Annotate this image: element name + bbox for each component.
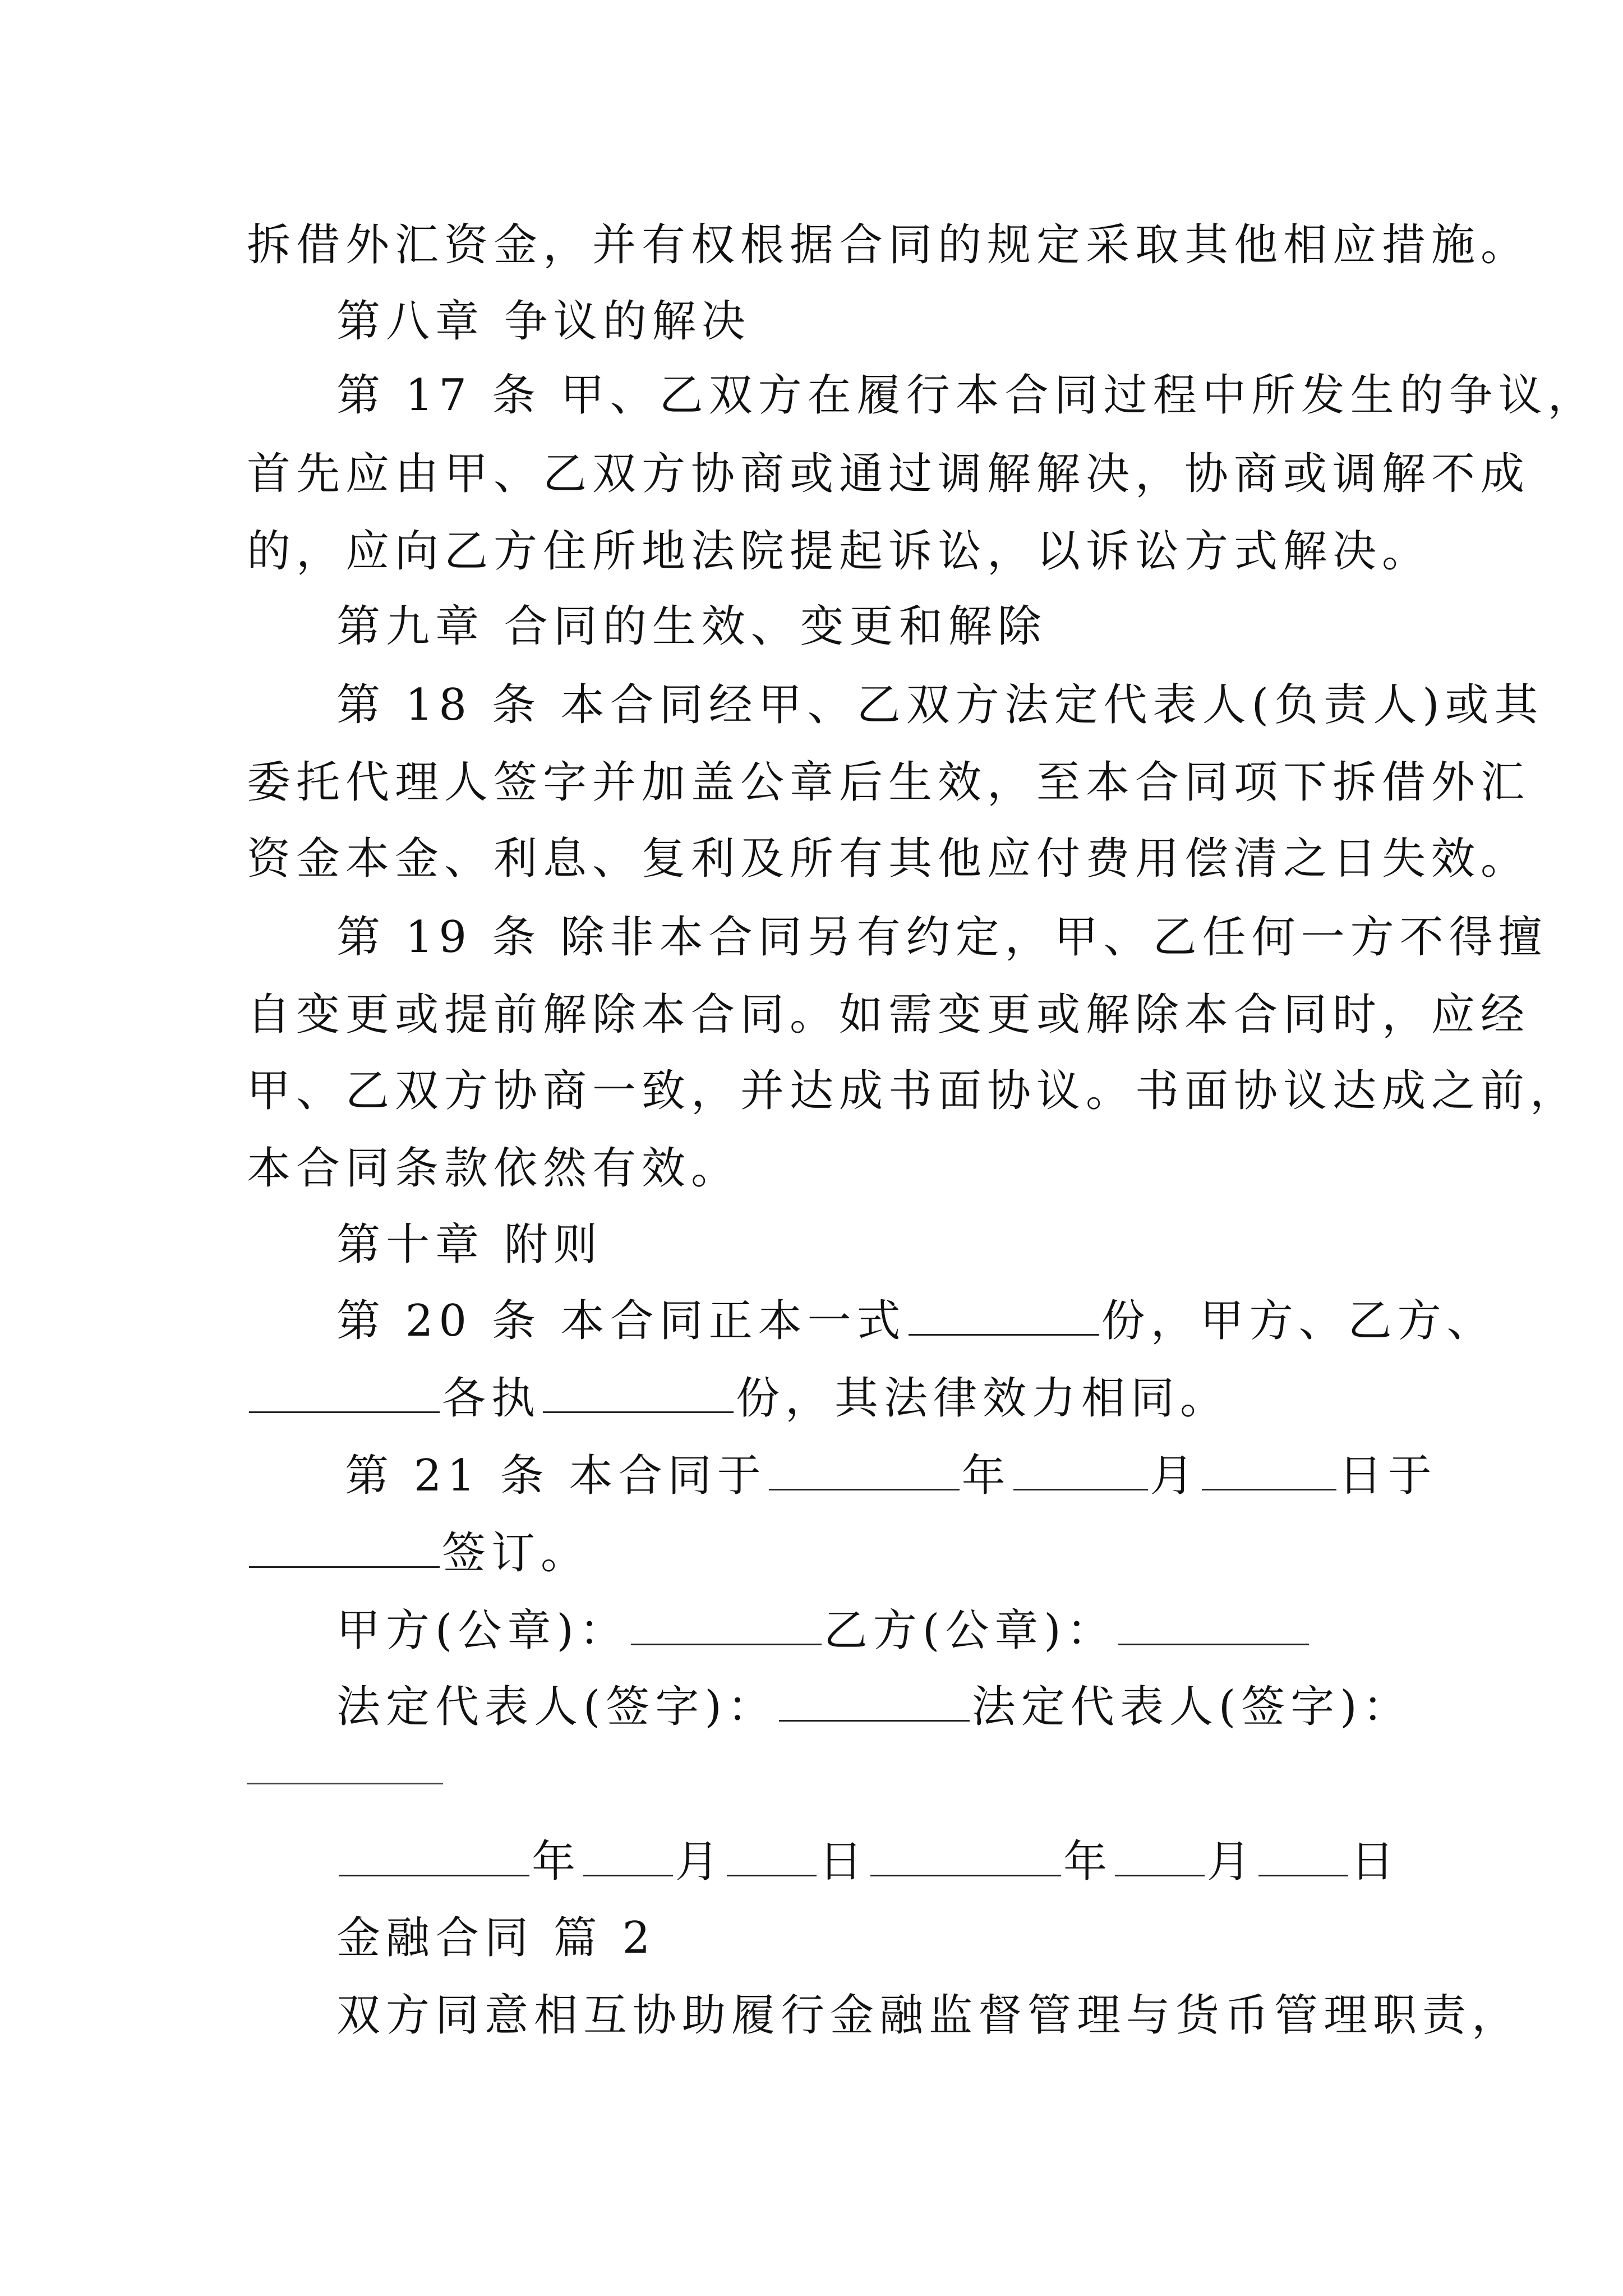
article-20-text: 第 20 条 本合同正本一式 [336,1296,906,1346]
month-blank-a[interactable] [583,1835,673,1876]
paragraph-line: 委托代理人签字并加盖公章后生效，至本合同项下拆借外汇 [247,757,1530,808]
paragraph-line: 的，应向乙方住所地法院提起诉讼，以诉讼方式解决。 [247,526,1432,577]
day-label: 日 [1350,1837,1400,1887]
paragraph-line: 本合同条款依然有效。 [247,1143,741,1194]
place-blank[interactable] [249,1527,440,1568]
article-21-line [247,1517,1623,1590]
article-18-line: 第 18 条 本合同经甲、乙双方法定代表人(负责人)或其 [336,680,1544,730]
year-label: 年 [961,1451,1011,1501]
year-blank-b[interactable] [870,1835,1061,1876]
paragraph-line: 双方同意相互协助履行金融监督管理与货币管理职责， [336,1990,1521,2041]
legal-rep-b-blank[interactable] [247,1783,443,1784]
legal-rep-b-label: 法定代表人(签字)： [971,1682,1412,1732]
article-21-line [345,1439,1623,1512]
year-label: 年 [532,1837,582,1887]
signed-label: 签订。 [442,1528,591,1579]
article-19-line: 第 19 条 除非本合同另有约定，甲、乙任何一方不得擅 [336,912,1548,963]
month-label: 月 [675,1837,725,1887]
month-label: 月 [1150,1451,1200,1501]
section-heading: 金融合同 篇 2 [336,1913,656,1963]
chapter-heading: 第十章 附则 [336,1220,603,1270]
legal-rep-a-label: 法定代表人(签字)： [336,1682,777,1732]
day-blank-a[interactable] [727,1835,817,1876]
paragraph-line: 首先应由甲、乙双方协商或通过调解解决，协商或调解不成 [247,449,1530,499]
party-blank[interactable] [249,1372,440,1413]
year-label: 年 [1063,1837,1113,1887]
copies-each-blank[interactable] [543,1372,734,1413]
article-21-text: 第 21 条 本合同于 [345,1451,767,1501]
article-20-text: 份，甲方、乙方、 [1101,1296,1496,1346]
day-blank[interactable] [1202,1450,1336,1490]
paragraph-line: 拆借外汇资金，并有权根据合同的规定采取其他相应措施。 [247,220,1530,270]
party-b-seal-label: 乙方(公章)： [823,1605,1116,1656]
party-b-seal-blank[interactable] [1118,1604,1309,1645]
paragraph-line: 资金本金、利息、复利及所有其他应付费用偿清之日失效。 [247,834,1530,884]
month-blank-b[interactable] [1115,1835,1205,1876]
year-blank[interactable] [769,1450,960,1490]
year-blank-a[interactable] [339,1835,529,1876]
chapter-heading: 第九章 合同的生效、变更和解除 [336,601,1047,652]
article-20-line [336,1285,1623,1358]
month-blank[interactable] [1013,1450,1148,1490]
party-a-seal-label: 甲方(公章)： [336,1605,629,1656]
legal-rep-line [336,1671,1623,1743]
paragraph-line: 甲、乙双方协商一致，并达成书面协议。书面协议达成之前， [247,1066,1580,1116]
party-a-seal-blank[interactable] [631,1604,822,1645]
legal-rep-a-blank[interactable] [779,1681,970,1722]
copies-blank[interactable] [909,1295,1099,1336]
article-20-line [247,1362,1623,1435]
article-20-text: 各执 [442,1373,541,1424]
month-label: 月 [1207,1837,1257,1887]
paragraph-line: 自变更或提前解除本合同。如需变更或解除本合同时，应经 [247,990,1530,1040]
article-17-line: 第 17 条 甲、乙双方在履行本合同过程中所发生的争议， [336,370,1597,421]
chapter-heading: 第八章 争议的解决 [336,296,751,347]
article-20-text: 份，其法律效力相同。 [736,1373,1230,1424]
seal-line [336,1594,1623,1667]
date-line [336,1825,1623,1898]
day-at-label: 日于 [1338,1451,1437,1501]
day-label: 日 [819,1837,869,1887]
day-blank-b[interactable] [1258,1835,1348,1876]
